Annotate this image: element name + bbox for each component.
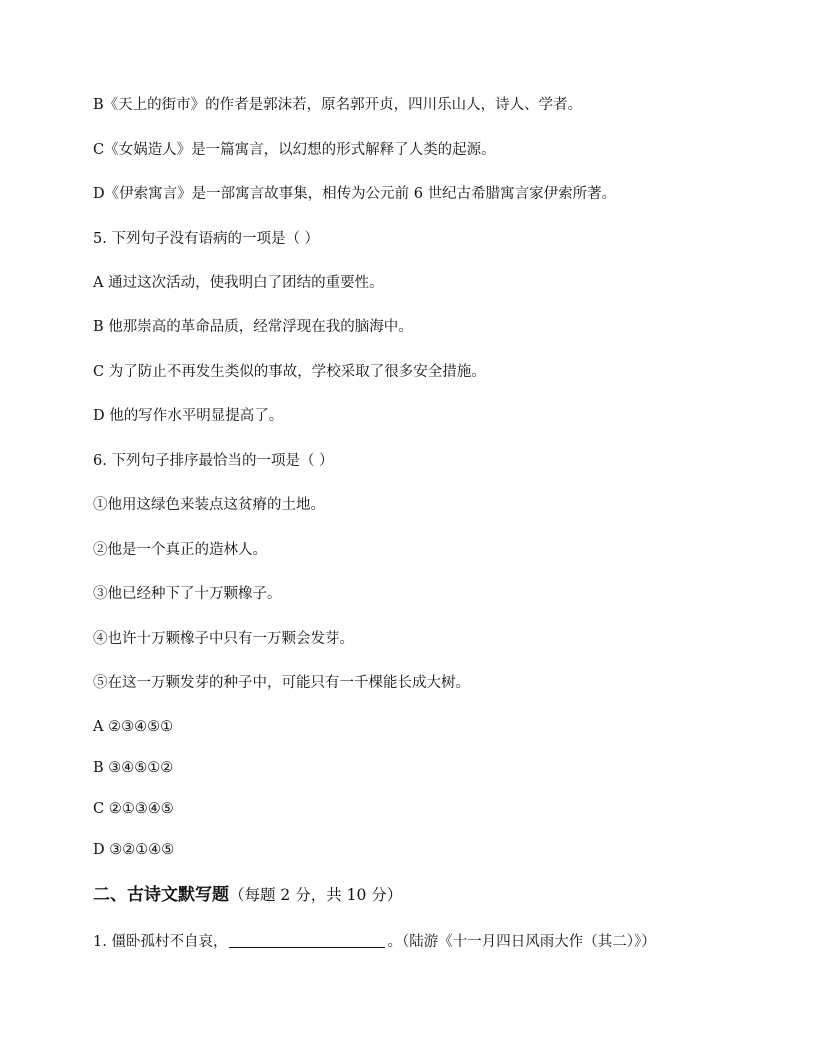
q6-sentence-5: ⑤在这一万颗发芽的种子中，可能只有一千棵能长成大树。 [93, 675, 470, 691]
q6-option-b: B ③④⑤①② [93, 760, 174, 776]
section-2-heading [93, 883, 402, 907]
poem-q1 [93, 932, 776, 952]
q4-option-c: C《女娲造人》是一篇寓言，以幻想的形式解释了人类的起源。 [93, 142, 496, 158]
q6-sentence-1: ①他用这绿色来装点这贫瘠的土地。 [93, 497, 325, 513]
q6-sentence-2: ②他是一个真正的造林人。 [93, 542, 267, 558]
q5-option-b: B 他那崇高的革命品质，经常浮现在我的脑海中。 [93, 319, 413, 335]
q6-sentence-3: ③他已经种下了十万颗橡子。 [93, 586, 282, 602]
q6-sentence-4: ④也许十万颗橡子中只有一万颗会发芽。 [93, 631, 354, 647]
q5-option-d: D 他的写作水平明显提高了。 [93, 408, 284, 424]
section-2-title: 二、古诗文默写题 [93, 885, 229, 905]
section-2-score-note: （每题 2 分，共 10 分） [229, 886, 403, 904]
q4-option-b: B《天上的街市》的作者是郭沫若，原名郭开贞，四川乐山人，诗人、学者。 [93, 97, 583, 113]
q5-option-c: C 为了防止不再发生类似的事故，学校采取了很多安全措施。 [93, 364, 486, 380]
q5-option-a: A 通过这次活动，使我明白了团结的重要性。 [93, 275, 384, 291]
q4-option-d: D《伊索寓言》是一部寓言故事集，相传为公元前 6 世纪古希腊寓言家伊索所著。 [93, 186, 617, 202]
poem-q1-answer-blank[interactable] [229, 933, 385, 948]
poem-q1-after: 。（陆游《十一月四日风雨大作（其二）》） [387, 934, 656, 950]
q5-stem: 5. 下列句子没有语病的一项是（ ） [93, 231, 320, 247]
q6-option-a: A ②③④⑤① [93, 719, 174, 735]
poem-q1-before: 1. 僵卧孤村不自哀， [93, 934, 228, 950]
q6-option-d: D ③②①④⑤ [93, 842, 175, 858]
q6-stem: 6. 下列句子排序最恰当的一项是（ ） [93, 453, 334, 469]
q6-option-c: C ②①③④⑤ [93, 801, 174, 817]
